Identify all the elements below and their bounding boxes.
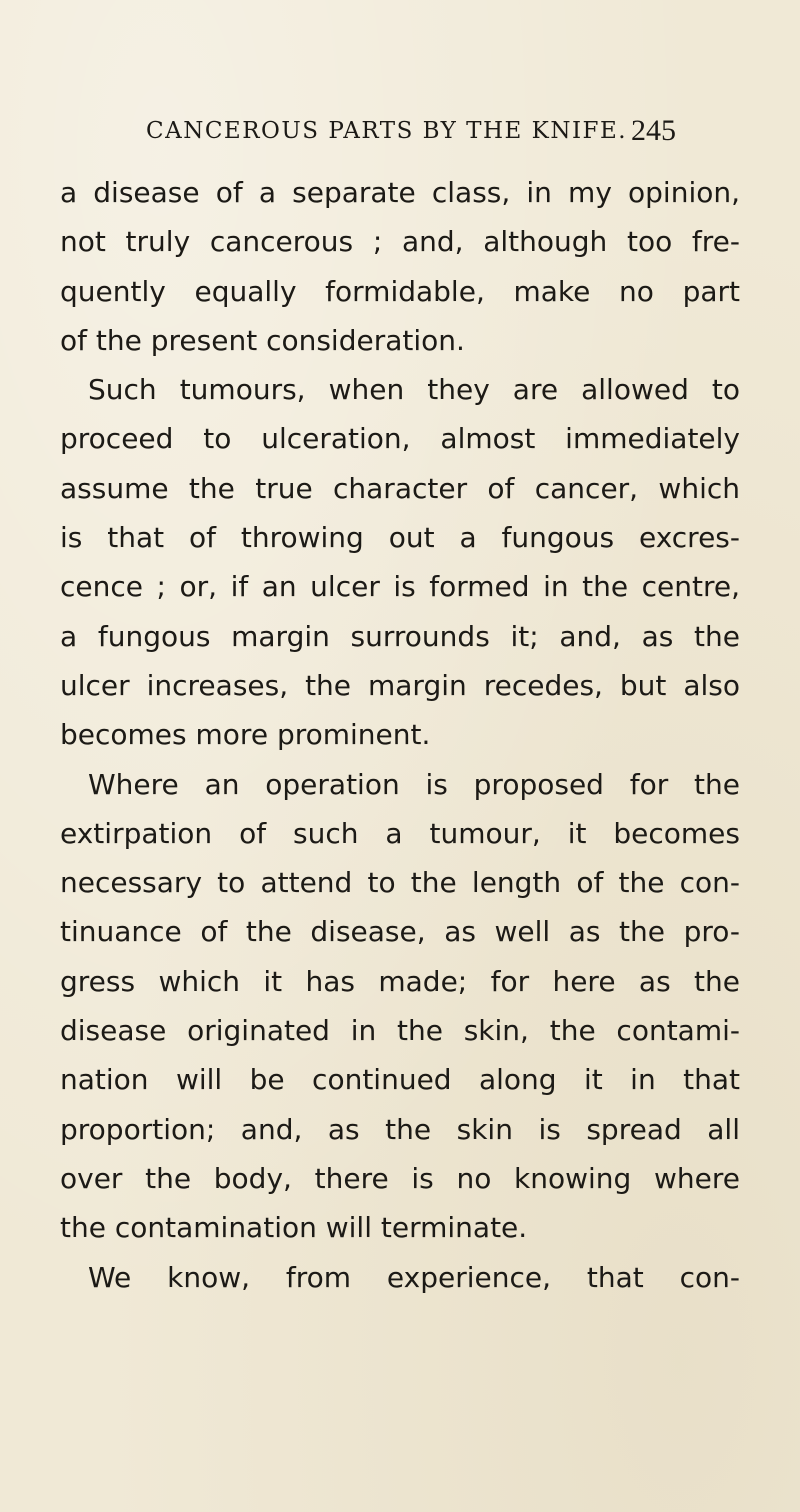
text-line: necessary to attend to the length of the con- [60, 866, 740, 900]
text-line: tinuance of the disease, as well as the pro- [60, 915, 740, 949]
text-line: extirpation of such a tumour, it becomes [60, 816, 740, 850]
text-line: a disease of a separate class, in my opinion, [60, 176, 740, 209]
text-line: Where an operation is proposed for the [88, 767, 740, 801]
text-line: cence ; or, if an ulcer is formed in the centre, [60, 570, 740, 604]
text-line: Such tumours, when they are allowed to [88, 373, 740, 407]
text-line: proceed to ulceration, almost immediately [60, 422, 740, 456]
page-number: 245 [631, 114, 676, 147]
text-line: becomes more prominent. [60, 718, 431, 752]
text-line: nation will be continued along it in that [60, 1063, 740, 1097]
text-line: is that of throwing out a fungous excres- [60, 521, 740, 555]
running-head: CANCEROUS PARTS BY THE KNIFE. [146, 118, 628, 144]
text-line: over the body, there is no knowing where [60, 1161, 740, 1195]
text-line: of the present consideration. [60, 323, 465, 357]
text-line: proportion; and, as the skin is spread all [60, 1112, 740, 1146]
text-line: the contamination will terminate. [60, 1211, 528, 1245]
body-text [60, 168, 740, 1302]
text-line: ulcer increases, the margin recedes, but also [60, 668, 740, 702]
text-line: gress which it has made; for here as the [60, 964, 740, 998]
text-line: We know, from experience, that con- [88, 1260, 740, 1294]
text-line: quently equally formidable, make no part [60, 274, 740, 308]
text-line: a fungous margin surrounds it; and, as the [60, 619, 740, 653]
text-line: disease originated in the skin, the contami- [60, 1014, 740, 1048]
text-line: not truly cancerous ; and, although too fre- [60, 225, 740, 259]
text-line: assume the true character of cancer, which [60, 471, 740, 505]
